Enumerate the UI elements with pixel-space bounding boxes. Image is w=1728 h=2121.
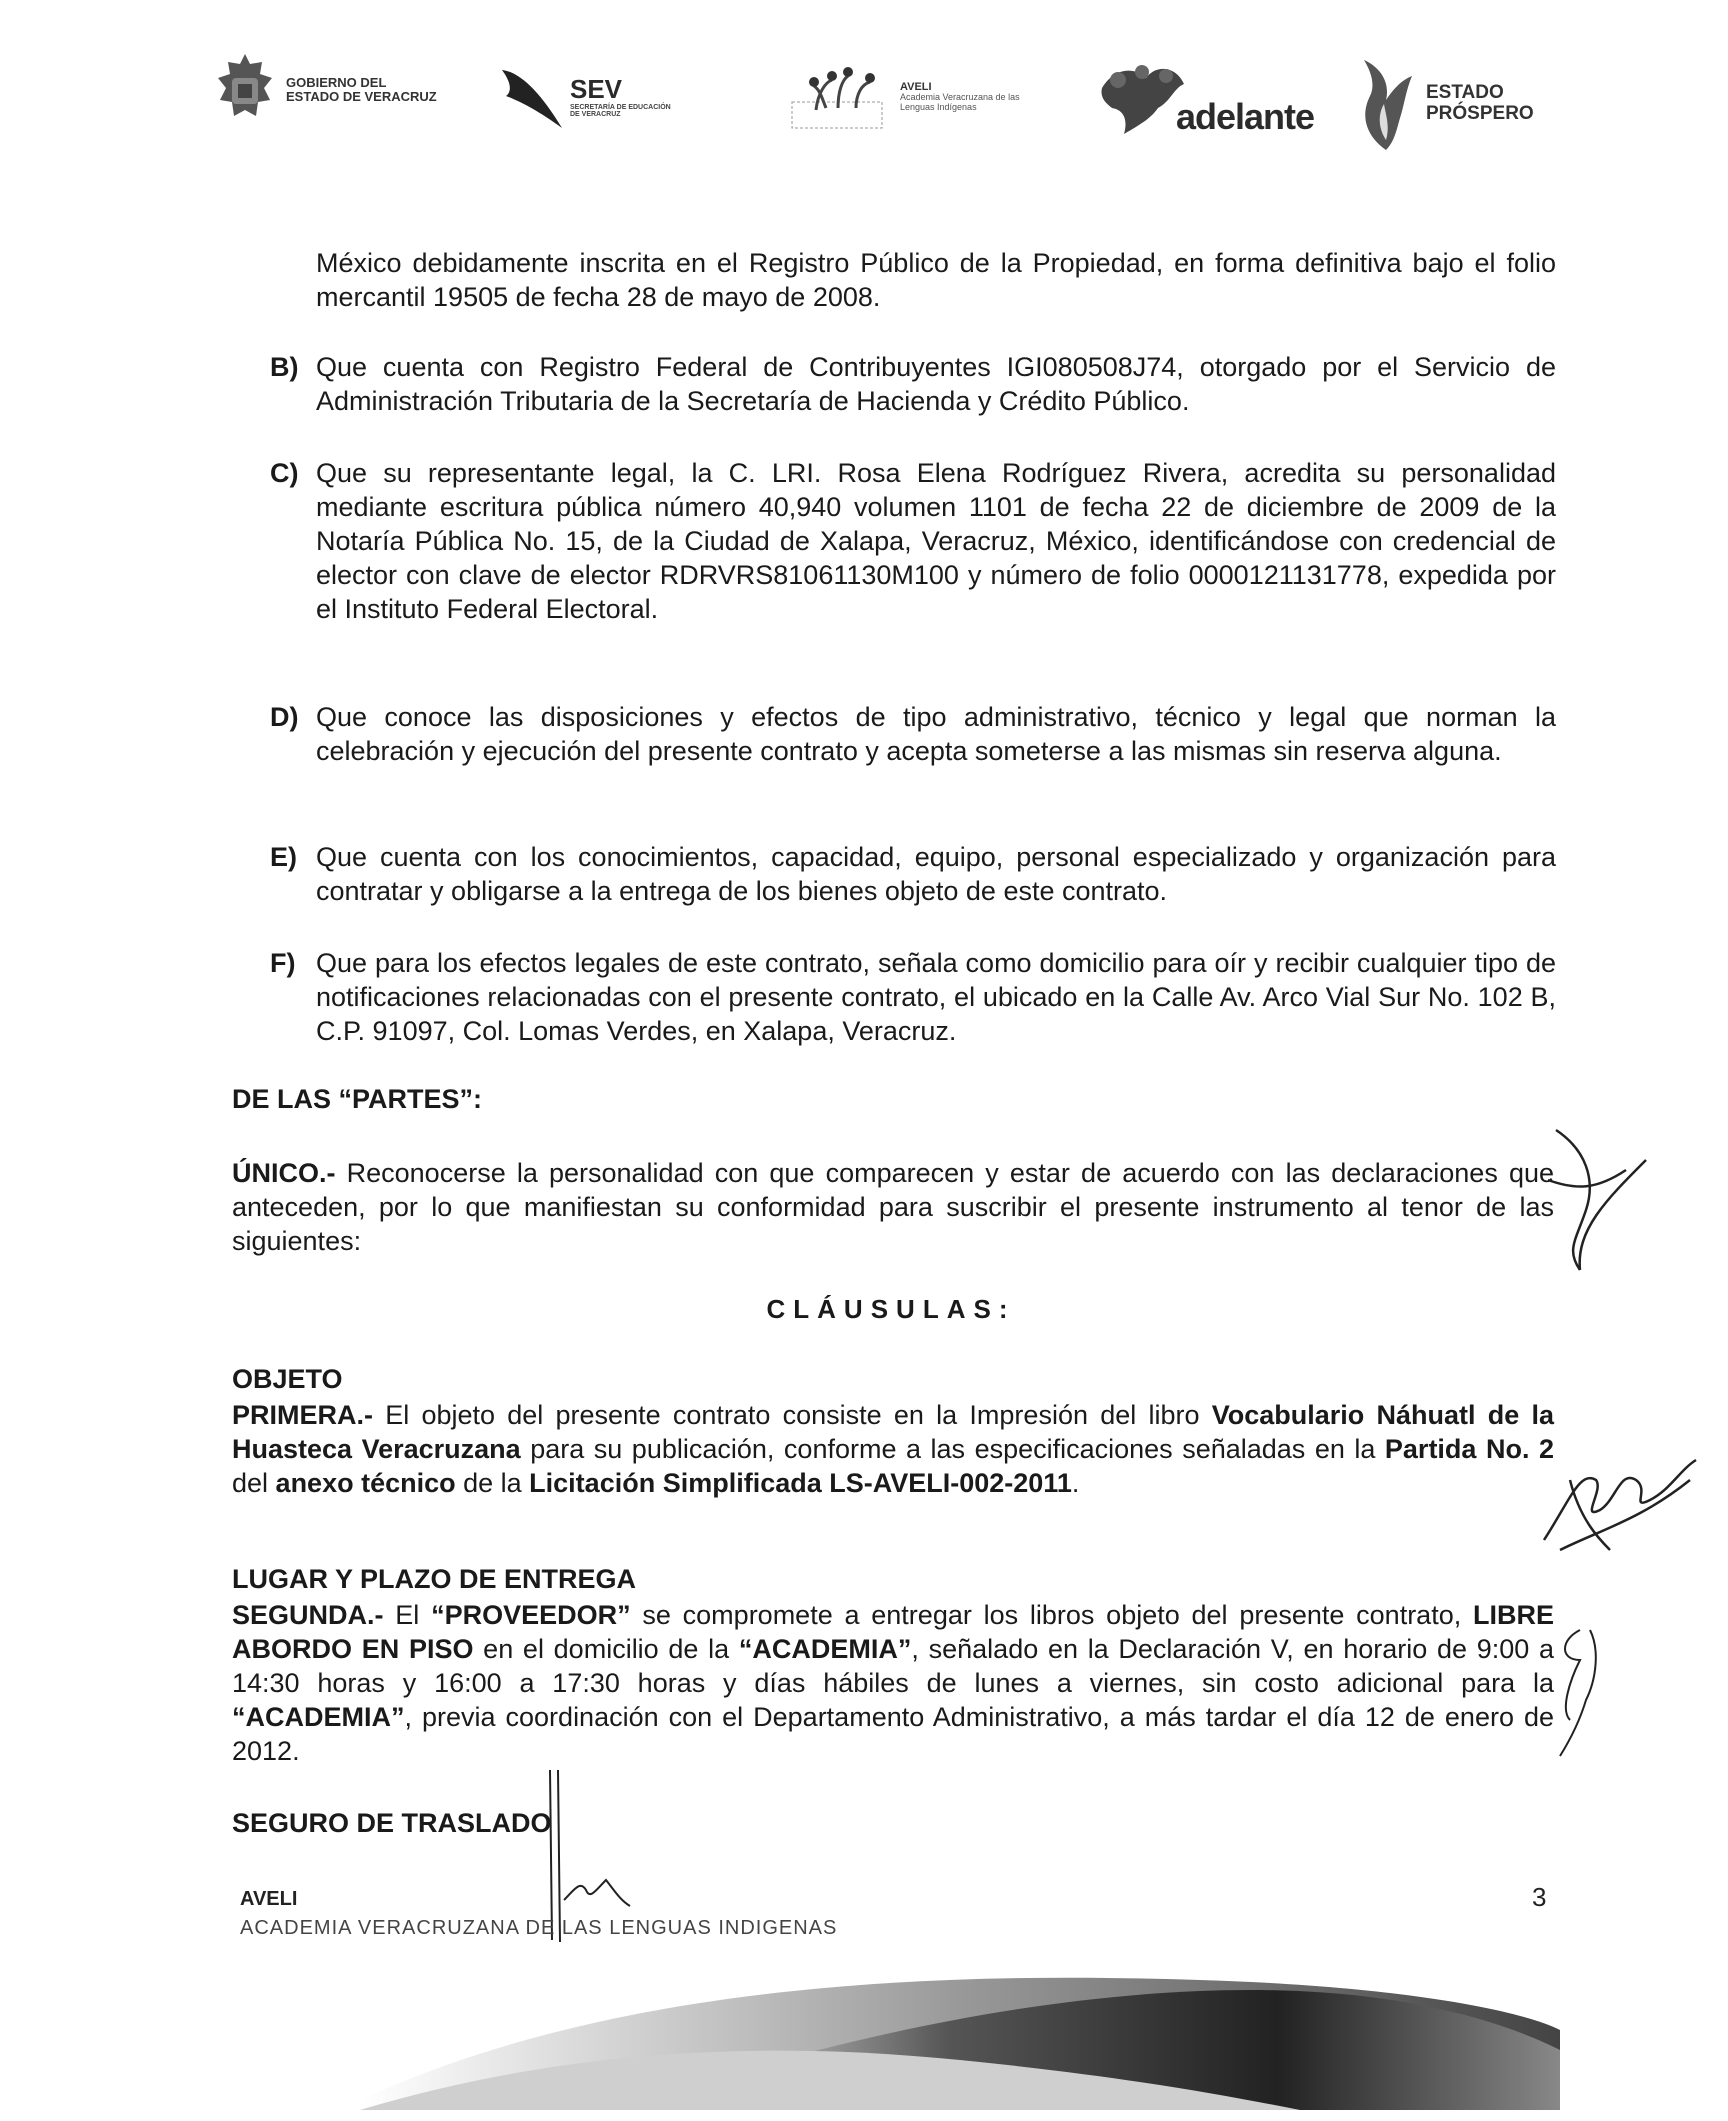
footer-aveli: AVELI: [240, 1888, 298, 1910]
gov-logo-line2: ESTADO DE VERACRUZ: [286, 89, 437, 104]
aveli-flowers-icon: [786, 62, 896, 132]
adelante-logo: [1094, 58, 1314, 142]
aveli-line1: Academia Veracruzana de las: [900, 92, 1020, 103]
clause-text: se compromete a entregar los libros objeto del presente contrato,: [630, 1600, 1473, 1630]
prospero-line1: ESTADO: [1426, 82, 1504, 104]
clause-bold: Partida No. 2: [1384, 1434, 1554, 1464]
declaration-letter: C): [270, 458, 299, 488]
clause-text: del: [232, 1468, 276, 1498]
aveli-line2: Lenguas Indígenas: [900, 102, 977, 113]
declaration-e: [270, 840, 1556, 908]
declaration-intro: [316, 246, 1556, 314]
footer-wave-decoration: [0, 1950, 1728, 2121]
clause-bold: anexo técnico: [275, 1468, 456, 1498]
clause-text: , señalado en la Declaración V, en horario de 9:00 a 14:30 horas y 16:00 a 17:30 horas y días hábiles de lunes a viernes, sin costo adicional para la: [232, 1634, 1555, 1698]
clause-text: .: [1071, 1468, 1080, 1498]
sev-logo: [500, 62, 671, 132]
declaration-letter: F): [270, 948, 296, 978]
declaration-text: Que cuenta con Registro Federal de Contribuyentes IGI080508J74, otorgado por el Servicio de Administración Tributaria de la Secretaría de Hacienda y Crédito Público.: [316, 352, 1556, 416]
clause-bold: Licitación Simplificada LS-AVELI-002-2011: [529, 1468, 1072, 1498]
sev-swoosh-icon: [500, 62, 566, 132]
clause-bold: Vocabulario Náhuatl de la Huasteca Veracruzana: [232, 1400, 1555, 1464]
gov-veracruz-logo: [212, 52, 437, 128]
clause-text: en el domicilio de la: [473, 1634, 739, 1664]
adelante-brand: adelante: [1176, 96, 1315, 138]
unico-label: ÚNICO.-: [232, 1158, 336, 1188]
signature-initials-2: [1540, 1440, 1700, 1560]
gov-logo-line1: GOBIERNO DEL: [286, 74, 387, 90]
coat-of-arms-icon: [212, 52, 278, 128]
partes-heading: DE LAS “PARTES”:: [232, 1084, 483, 1114]
intro-text: México debidamente inscrita en el Registro Público de la Propiedad, en forma definitiva bajo el folio mercantil 19505 de fecha 28 de mayo de 2008.: [316, 248, 1556, 312]
declaration-text: Que su representante legal, la C. LRI. Rosa Elena Rodríguez Rivera, acredita su personalidad mediante escritura pública número 40,940 volumen 1101 de fecha 22 de diciembre de 2009 de la Notaría Pública No. 15, de la Ciudad de Xalapa, Veracruz, México, identificándose con credencial de elector con clave de elector RDRVRS81061130M100 y número de folio 0000121131778, expedida por el Instituto Federal Electoral.: [316, 458, 1556, 624]
declaration-d: [270, 700, 1556, 768]
letterhead: [0, 0, 1728, 200]
clause-bold: “ACADEMIA”: [738, 1634, 912, 1664]
sev-line1: SECRETARÍA DE EDUCACIÓN: [570, 103, 671, 111]
unico-text: Reconocerse la personalidad con que comparecen y estar de acuerdo con las declaraciones que anteceden, por lo que manifiestan su conformidad para suscribir el presente instrumento al tenor de las siguientes:: [232, 1158, 1554, 1256]
primera-label: PRIMERA.-: [232, 1400, 373, 1430]
declaration-f: [270, 946, 1556, 1048]
signature-initials-3: [1540, 1620, 1620, 1760]
aveli-logo: [786, 62, 1020, 132]
clause-bold: LIBRE ABORDO EN PISO: [232, 1600, 1554, 1664]
estado-prospero-logo: [1356, 56, 1534, 152]
unico-paragraph: [232, 1156, 1554, 1258]
objeto-heading: OBJETO: [232, 1364, 343, 1394]
lugar-heading: LUGAR Y PLAZO DE ENTREGA: [232, 1564, 637, 1594]
sev-line2: DE VERACRUZ: [570, 111, 621, 119]
page-number: 3: [1532, 1882, 1547, 1912]
clause-text: de la: [455, 1468, 530, 1498]
declaration-text: Que cuenta con los conocimientos, capacidad, equipo, personal especializado y organización para contratar y obligarse a la entrega de los bienes objeto de este contrato.: [316, 842, 1556, 906]
signature-initials-1: [1546, 1120, 1656, 1280]
declaration-letter: D): [270, 702, 299, 732]
clause-text: , previa coordinación con el Departamento Administrativo, a más tardar el día 12 de enero de 2012.: [232, 1702, 1554, 1766]
declaration-text: Que conoce las disposiciones y efectos de tipo administrativo, técnico y legal que norman la celebración y ejecución del presente contrato y acepta someterse a las mismas sin reserva alguna.: [316, 702, 1556, 766]
declaration-letter: E): [270, 842, 297, 872]
declaration-c: [270, 456, 1556, 626]
flame-icon: [1356, 56, 1416, 152]
primera-clause: [232, 1398, 1554, 1500]
clause-bold: “ACADEMIA”: [232, 1702, 405, 1732]
declaration-b: [270, 350, 1556, 418]
clause-text: El: [383, 1600, 432, 1630]
sev-brand: SEV: [570, 74, 623, 105]
clause-text: El objeto del presente contrato consiste en la Impresión del libro: [373, 1400, 1212, 1430]
clause-text: para su publicación, conforme a las especificaciones señaladas en la: [520, 1434, 1385, 1464]
declaration-text: Que para los efectos legales de este contrato, señala como domicilio para oír y recibir cualquier tipo de notificaciones relacionadas con el presente contrato, el ubicado en la Calle Av. Arco Vial Sur No. 102 B, C.P. 91097, Col. Lomas Verdes, en Xalapa, Veracruz.: [316, 948, 1556, 1046]
seguro-heading: SEGURO DE TRASLADO: [232, 1808, 552, 1838]
clause-bold: “PROVEEDOR”: [431, 1600, 631, 1630]
declaration-letter: B): [270, 352, 299, 382]
segunda-label: SEGUNDA.-: [232, 1600, 384, 1630]
aveli-brand: AVELI: [900, 81, 932, 94]
segunda-clause: [232, 1598, 1554, 1768]
clausulas-title: CLÁUSULAS:: [766, 1294, 1016, 1324]
footer-academy-name: ACADEMIA VERACRUZANA DE LAS LENGUAS INDIGENAS: [240, 1917, 838, 1939]
prospero-line2: PRÓSPERO: [1426, 103, 1534, 124]
